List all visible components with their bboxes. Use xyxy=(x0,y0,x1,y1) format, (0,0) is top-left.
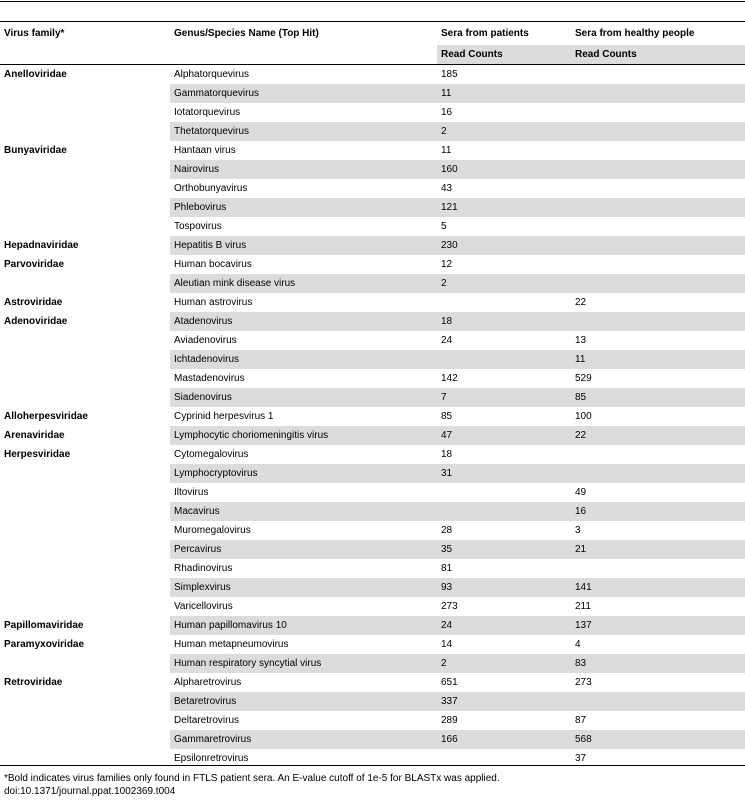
cell-genus-species: Thetatorquevirus xyxy=(170,122,437,141)
table-row xyxy=(0,65,745,85)
cell-virus-family: Bunyaviridae xyxy=(4,145,67,156)
cell-virus-family xyxy=(0,559,170,578)
cell-read-count-patients: 18 xyxy=(437,312,571,331)
cell-read-count-healthy xyxy=(571,84,745,103)
cell-genus-species: Epsilonretrovirus xyxy=(174,753,249,764)
cell-genus-species: Cyprinid herpesvirus 1 xyxy=(174,411,274,422)
table-row xyxy=(0,521,745,540)
cell-read-count-patients: 12 xyxy=(441,259,453,270)
cell-read-count-healthy xyxy=(571,274,745,293)
cell-read-count-patients: 289 xyxy=(441,715,458,726)
cell-read-count-patients: 11 xyxy=(441,145,452,156)
cell-read-count-healthy xyxy=(571,217,745,236)
cell-virus-family xyxy=(0,692,170,711)
cell-read-count-patients: 28 xyxy=(441,525,453,536)
cell-read-count-patients: 93 xyxy=(437,578,571,597)
cell-read-count-patients: 7 xyxy=(437,388,571,407)
cell-read-count-healthy: 85 xyxy=(571,388,745,407)
cell-virus-family xyxy=(0,388,170,407)
cell-read-count-patients xyxy=(437,350,571,369)
table-row xyxy=(0,331,745,350)
header-virus-family: Virus family* xyxy=(4,28,65,39)
cell-read-count-patients: 14 xyxy=(441,639,453,650)
cell-genus-species: Human metapneumovirus xyxy=(174,639,289,650)
header-sera-patients: Sera from patients xyxy=(441,28,529,39)
cell-genus-species: Lymphocryptovirus xyxy=(170,464,437,483)
table-row xyxy=(0,141,745,160)
cell-virus-family xyxy=(0,578,170,597)
cell-virus-family xyxy=(0,730,170,749)
cell-virus-family xyxy=(0,84,170,103)
cell-virus-family xyxy=(0,654,170,673)
subheader-empty-2 xyxy=(170,45,437,65)
cell-read-count-healthy xyxy=(571,160,745,179)
table-row xyxy=(0,103,745,122)
cell-read-count-patients: 43 xyxy=(441,183,453,194)
cell-read-count-healthy xyxy=(571,103,745,122)
cell-genus-species: Gammaretrovirus xyxy=(170,730,437,749)
cell-read-count-patients: 35 xyxy=(437,540,571,559)
cell-read-count-patients: 273 xyxy=(441,601,458,612)
cell-read-count-patients: 11 xyxy=(437,84,571,103)
table-row xyxy=(0,274,745,293)
cell-genus-species: Iotatorquevirus xyxy=(174,107,241,118)
cell-read-count-patients: 81 xyxy=(441,563,453,574)
cell-virus-family: Astroviridae xyxy=(4,297,63,308)
cell-genus-species: Human papillomavirus 10 xyxy=(170,616,437,635)
cell-read-count-healthy: 16 xyxy=(571,502,745,521)
table-row xyxy=(0,711,745,730)
table-row xyxy=(0,293,745,312)
cell-virus-family xyxy=(0,540,170,559)
cell-genus-species: Percavirus xyxy=(170,540,437,559)
cell-virus-family xyxy=(0,464,170,483)
cell-genus-species: Mastadenovirus xyxy=(174,373,245,384)
cell-read-count-patients: 24 xyxy=(441,335,453,346)
cell-read-count-patients xyxy=(437,293,571,312)
cell-virus-family: Adenoviridae xyxy=(0,312,170,331)
cell-read-count-healthy: 83 xyxy=(571,654,745,673)
cell-read-count-patients: 47 xyxy=(437,426,571,445)
table-row xyxy=(0,407,745,426)
cell-virus-family xyxy=(0,502,170,521)
cell-read-count-healthy xyxy=(571,236,745,255)
cell-genus-species: Lymphocytic choriomeningitis virus xyxy=(170,426,437,445)
cell-virus-family: Hepadnaviridae xyxy=(0,236,170,255)
table-row xyxy=(0,692,745,711)
cell-read-count-patients: 24 xyxy=(437,616,571,635)
cell-virus-family: Herpesviridae xyxy=(4,449,71,460)
cell-read-count-patients: 337 xyxy=(437,692,571,711)
cell-genus-species: Varicellovirus xyxy=(174,601,233,612)
cell-genus-species: Nairovirus xyxy=(170,160,437,179)
cell-read-count-healthy: 37 xyxy=(575,753,587,764)
cell-read-count-patients xyxy=(437,502,571,521)
cell-virus-family xyxy=(0,597,170,616)
table-row xyxy=(0,540,745,559)
cell-genus-species: Alpharetrovirus xyxy=(174,677,242,688)
table-row xyxy=(0,578,745,597)
cell-virus-family: Retroviridae xyxy=(4,677,63,688)
header-sera-healthy: Sera from healthy people xyxy=(575,28,695,39)
table-body xyxy=(0,65,745,769)
cell-virus-family xyxy=(0,274,170,293)
cell-genus-species: Human bocavirus xyxy=(174,259,252,270)
cell-read-count-healthy: 568 xyxy=(571,730,745,749)
table-row xyxy=(0,84,745,103)
cell-virus-family xyxy=(0,521,170,540)
cell-genus-species: Aleutian mink disease virus xyxy=(170,274,437,293)
cell-genus-species: Deltaretrovirus xyxy=(174,715,240,726)
cell-read-count-patients: 5 xyxy=(441,221,447,232)
cell-read-count-healthy xyxy=(571,198,745,217)
cell-read-count-healthy: 13 xyxy=(575,335,587,346)
cell-read-count-healthy: 87 xyxy=(575,715,587,726)
table-row xyxy=(0,483,745,502)
cell-read-count-healthy: 211 xyxy=(575,601,591,612)
table-row xyxy=(0,502,745,521)
table-row xyxy=(0,350,745,369)
subheader-read-counts-healthy: Read Counts xyxy=(571,45,745,65)
cell-genus-species: Human respiratory syncytial virus xyxy=(170,654,437,673)
cell-virus-family xyxy=(0,103,170,122)
cell-read-count-patients: 2 xyxy=(437,274,571,293)
cell-virus-family: Arenaviridae xyxy=(0,426,170,445)
cell-read-count-patients: 230 xyxy=(437,236,571,255)
top-border xyxy=(0,1,745,2)
cell-read-count-healthy: 100 xyxy=(575,411,592,422)
table-row xyxy=(0,122,745,141)
subheader-read-counts-patients: Read Counts xyxy=(437,45,571,65)
table-row xyxy=(0,255,745,274)
table-row xyxy=(0,198,745,217)
cell-read-count-healthy xyxy=(571,141,745,160)
cell-read-count-healthy xyxy=(571,122,745,141)
cell-virus-family xyxy=(0,122,170,141)
footnote: *Bold indicates virus families only found in FTLS patient sera. An E-value cutoff of 1e-5 for BLASTx was applied. xyxy=(4,773,500,784)
table-row xyxy=(0,179,745,198)
table-row xyxy=(0,616,745,635)
cell-virus-family xyxy=(0,198,170,217)
cell-read-count-patients: 18 xyxy=(441,449,453,460)
table-row xyxy=(0,559,745,578)
cell-read-count-patients: 142 xyxy=(441,373,458,384)
table-row xyxy=(0,426,745,445)
table-row xyxy=(0,730,745,749)
bottom-rule xyxy=(0,765,745,766)
cell-read-count-patients: 16 xyxy=(441,107,453,118)
cell-genus-species: Hepatitis B virus xyxy=(170,236,437,255)
cell-read-count-healthy: 22 xyxy=(571,426,745,445)
cell-read-count-healthy: 273 xyxy=(575,677,592,688)
header-genus-species: Genus/Species Name (Top Hit) xyxy=(174,28,319,39)
cell-virus-family xyxy=(0,483,170,502)
cell-virus-family: Anelloviridae xyxy=(4,69,67,80)
cell-genus-species: Phlebovirus xyxy=(170,198,437,217)
table-row xyxy=(0,464,745,483)
cell-read-count-healthy: 21 xyxy=(571,540,745,559)
cell-virus-family: Paramyxoviridae xyxy=(4,639,85,650)
table-row xyxy=(0,597,745,616)
cell-genus-species: Hantaan virus xyxy=(174,145,236,156)
cell-read-count-healthy xyxy=(571,179,745,198)
header-row xyxy=(0,22,745,45)
cell-read-count-patients: 185 xyxy=(441,69,458,80)
cell-virus-family xyxy=(0,160,170,179)
table-row xyxy=(0,635,745,654)
table-row xyxy=(0,654,745,673)
cell-read-count-healthy: 49 xyxy=(575,487,587,498)
cell-virus-family: Papillomaviridae xyxy=(0,616,170,635)
cell-genus-species: Gammatorquevirus xyxy=(170,84,437,103)
subheader-empty-1 xyxy=(0,45,170,65)
table-row xyxy=(0,312,745,331)
table-row xyxy=(0,217,745,236)
cell-virus-family xyxy=(0,369,170,388)
cell-read-count-healthy: 141 xyxy=(571,578,745,597)
cell-read-count-healthy xyxy=(571,464,745,483)
cell-genus-species: Aviadenovirus xyxy=(174,335,237,346)
cell-genus-species: Orthobunyavirus xyxy=(174,183,248,194)
cell-read-count-patients: 2 xyxy=(437,654,571,673)
cell-read-count-healthy: 529 xyxy=(575,373,592,384)
cell-read-count-patients: 31 xyxy=(437,464,571,483)
cell-genus-species: Cytomegalovirus xyxy=(174,449,249,460)
cell-virus-family xyxy=(0,331,170,350)
cell-genus-species: Muromegalovirus xyxy=(174,525,251,536)
subheader-row xyxy=(0,45,745,65)
table-row xyxy=(0,388,745,407)
cell-read-count-patients: 85 xyxy=(441,411,453,422)
cell-genus-species: Human astrovirus xyxy=(174,297,253,308)
cell-read-count-patients xyxy=(437,483,571,502)
cell-read-count-healthy: 4 xyxy=(575,639,581,650)
cell-read-count-healthy xyxy=(571,692,745,711)
cell-read-count-healthy xyxy=(571,255,745,274)
cell-virus-family xyxy=(0,350,170,369)
cell-read-count-patients: 160 xyxy=(437,160,571,179)
cell-genus-species: Simplexvirus xyxy=(170,578,437,597)
cell-read-count-patients: 121 xyxy=(437,198,571,217)
cell-genus-species: Tospovirus xyxy=(174,221,222,232)
cell-genus-species: Siadenovirus xyxy=(170,388,437,407)
cell-read-count-patients: 166 xyxy=(437,730,571,749)
cell-genus-species: Alphatorquevirus xyxy=(174,69,250,80)
cell-genus-species: Iltovirus xyxy=(174,487,209,498)
cell-read-count-healthy: 3 xyxy=(575,525,581,536)
cell-read-count-healthy xyxy=(571,312,745,331)
cell-read-count-healthy xyxy=(571,65,745,85)
cell-read-count-healthy: 11 xyxy=(571,350,745,369)
cell-read-count-patients: 2 xyxy=(437,122,571,141)
cell-read-count-healthy xyxy=(571,559,745,578)
doi-label: doi:10.1371/journal.ppat.1002369.t004 xyxy=(4,786,176,797)
virus-read-count-table xyxy=(0,22,745,768)
cell-virus-family: Alloherpesviridae xyxy=(4,411,88,422)
cell-genus-species: Ichtadenovirus xyxy=(170,350,437,369)
table-row xyxy=(0,445,745,464)
cell-genus-species: Betaretrovirus xyxy=(170,692,437,711)
cell-read-count-patients: 651 xyxy=(441,677,458,688)
cell-read-count-healthy: 22 xyxy=(575,297,587,308)
cell-virus-family xyxy=(0,179,170,198)
cell-virus-family xyxy=(0,217,170,236)
cell-virus-family xyxy=(0,711,170,730)
table-row xyxy=(0,236,745,255)
cell-genus-species: Rhadinovirus xyxy=(174,563,233,574)
cell-read-count-healthy: 137 xyxy=(571,616,745,635)
table-row xyxy=(0,673,745,692)
cell-genus-species: Macavirus xyxy=(170,502,437,521)
cell-genus-species: Atadenovirus xyxy=(170,312,437,331)
table-row xyxy=(0,160,745,179)
cell-virus-family: Parvoviridae xyxy=(4,259,65,270)
table-row xyxy=(0,369,745,388)
cell-read-count-healthy xyxy=(571,445,745,464)
